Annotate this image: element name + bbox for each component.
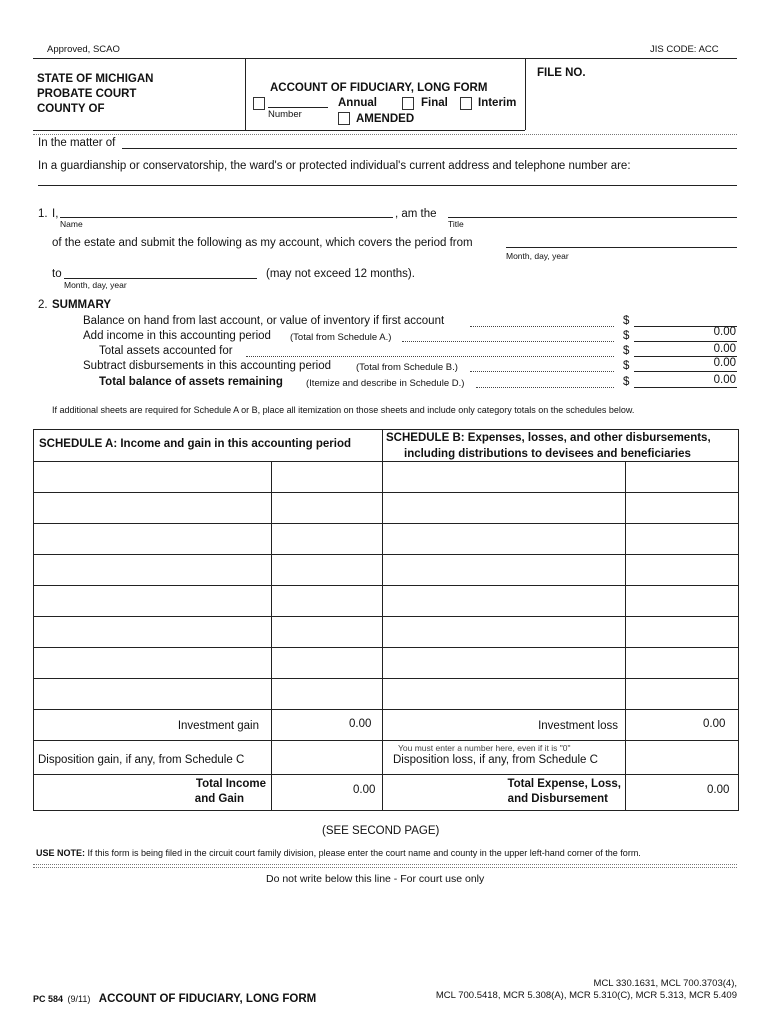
amended-label: AMENDED (356, 113, 415, 125)
court-label: PROBATE COURT (37, 88, 137, 100)
summary-row-disbursements-currency: $ (623, 360, 630, 372)
summary-title: SUMMARY (52, 299, 111, 311)
title-field[interactable] (448, 217, 737, 218)
matter-field[interactable] (122, 148, 737, 149)
sheets-note: If additional sheets are required for Schedule A or B, place all itemization on those sheets and include only category totals on the schedules below. (52, 405, 635, 415)
disbursements-value: 0.00 (713, 357, 736, 369)
see-second-page: (SEE SECOND PAGE) (322, 825, 440, 837)
disbursements-field[interactable] (634, 371, 737, 372)
period-to-field[interactable] (64, 278, 257, 279)
table-row (33, 678, 738, 679)
address-field[interactable] (38, 185, 737, 186)
county-label: COUNTY OF (37, 103, 105, 115)
table-row (33, 740, 738, 741)
amended-checkbox[interactable] (338, 112, 350, 125)
state-label: STATE OF MICHIGAN (37, 73, 154, 85)
from-date-sublabel: Month, day, year (506, 251, 569, 261)
table-row (33, 523, 738, 524)
table-row (33, 774, 738, 775)
summary-row-disbursements-label: Subtract disbursements in this accounting period (83, 360, 332, 372)
disposition-gain-label: Disposition gain, if any, from Schedule C (38, 754, 245, 766)
approved-text: Approved, SCAO (47, 44, 120, 55)
total-expense-line1: Total Expense, Loss, (507, 778, 621, 790)
use-note (36, 848, 641, 858)
income-field[interactable] (634, 341, 737, 342)
final-checkbox[interactable] (402, 97, 414, 110)
summary-row-income-label: Add income in this accounting period (83, 330, 271, 342)
total-income-line2: and Gain (194, 793, 244, 805)
summary-row-balance-label: Balance on hand from last account, or value of inventory if first account (83, 315, 445, 327)
am-the-label: , am the (395, 208, 437, 220)
summary-row-total-assets-currency: $ (623, 345, 630, 357)
citations-line2: MCL 700.5418, MCR 5.308(A), MCR 5.310(C), MCR 5.313, MCR 5.409 (435, 990, 737, 1001)
schedule-b-title-line2: including distributions to devisees and beneficiaries (404, 448, 691, 460)
total-expense-label (382, 777, 621, 807)
interim-checkbox[interactable] (460, 97, 472, 110)
income-value: 0.00 (713, 326, 736, 338)
investment-loss-label: Investment loss (538, 720, 618, 732)
summary-row-balance-currency: $ (623, 315, 630, 327)
estate-text: of the estate and submit the following as my account, which covers the period from (52, 237, 473, 249)
guardianship-text: In a guardianship or conservatorship, the ward's or protected individual's current address and telephone number are: (38, 160, 631, 172)
disposition-loss-label: Disposition loss, if any, from Schedule C (393, 754, 598, 766)
summary-row-total-assets-label: Total assets accounted for (99, 345, 233, 357)
annual-label: Annual (338, 97, 377, 109)
form-date: (9/11) (67, 994, 91, 1004)
schedule-a-title: SCHEDULE A: Income and gain in this accounting period (39, 438, 352, 450)
summary-row-disbursements-note: (Total from Schedule B.) (356, 362, 458, 373)
total-income-label (33, 777, 266, 807)
use-note-text: If this form is being filed in the circuit court family division, please enter the court name and county in the upper left-hand corner of the form. (87, 848, 641, 858)
citations-line1: MCL 330.1631, MCL 700.3703(4), (593, 978, 737, 989)
to-date-sublabel: Month, day, year (64, 280, 127, 290)
total-assets-value: 0.00 (713, 343, 736, 355)
table-row (33, 585, 738, 586)
court-heading (37, 72, 153, 117)
court-use-text: Do not write below this line - For court use only (266, 873, 485, 885)
number-checkbox[interactable] (253, 97, 265, 110)
summary-row-remaining-note: (Itemize and describe in Schedule D.) (306, 378, 465, 389)
citations (380, 978, 737, 1002)
total-income-value: 0.00 (353, 784, 376, 796)
remaining-value: 0.00 (713, 374, 736, 386)
form-name: ACCOUNT OF FIDUCIARY, LONG FORM (98, 993, 317, 1005)
table-row (33, 709, 738, 710)
use-note-label: USE NOTE: (36, 848, 86, 858)
investment-gain-label: Investment gain (177, 720, 259, 732)
jis-code: JIS CODE: ACC (650, 44, 719, 55)
total-income-line1: Total Income (195, 778, 266, 790)
matter-label: In the matter of (38, 137, 116, 149)
number-label: Number (268, 109, 302, 120)
summary-row-remaining-currency: $ (623, 376, 630, 388)
final-label: Final (421, 97, 448, 109)
investment-loss-value[interactable]: 0.00 (703, 718, 726, 730)
to-label: to (52, 268, 62, 280)
period-from-field[interactable] (506, 247, 737, 248)
item1-number: 1. (38, 208, 48, 220)
must-enter-note: You must enter a number here, even if it is "0" (398, 743, 571, 753)
form-footer-id (33, 989, 316, 1007)
form-number: PC 584 (33, 994, 64, 1004)
not-exceed-text: (may not exceed 12 months). (266, 268, 415, 280)
table-row (33, 647, 738, 648)
i-label: I, (52, 208, 59, 220)
total-expense-line2: and Disbursement (507, 793, 608, 805)
schedule-b-title-line1: SCHEDULE B: Expenses, losses, and other disbursements, (386, 432, 711, 444)
table-row (33, 492, 738, 493)
summary-row-income-note: (Total from Schedule A.) (290, 332, 392, 343)
table-row (33, 554, 738, 555)
file-no-label: FILE NO. (537, 67, 586, 79)
title-sublabel: Title (448, 219, 464, 229)
interim-label: Interim (478, 97, 517, 109)
number-field[interactable] (268, 107, 328, 108)
name-sublabel: Name (60, 219, 83, 229)
item2-number: 2. (38, 299, 48, 311)
form-title: ACCOUNT OF FIDUCIARY, LONG FORM (270, 82, 488, 94)
summary-row-remaining-label: Total balance of assets remaining (99, 376, 283, 388)
remaining-field[interactable] (634, 387, 737, 388)
summary-row-income-currency: $ (623, 330, 630, 342)
name-field[interactable] (60, 217, 393, 218)
total-expense-value: 0.00 (707, 784, 730, 796)
table-row (33, 616, 738, 617)
investment-gain-value[interactable]: 0.00 (349, 718, 372, 730)
